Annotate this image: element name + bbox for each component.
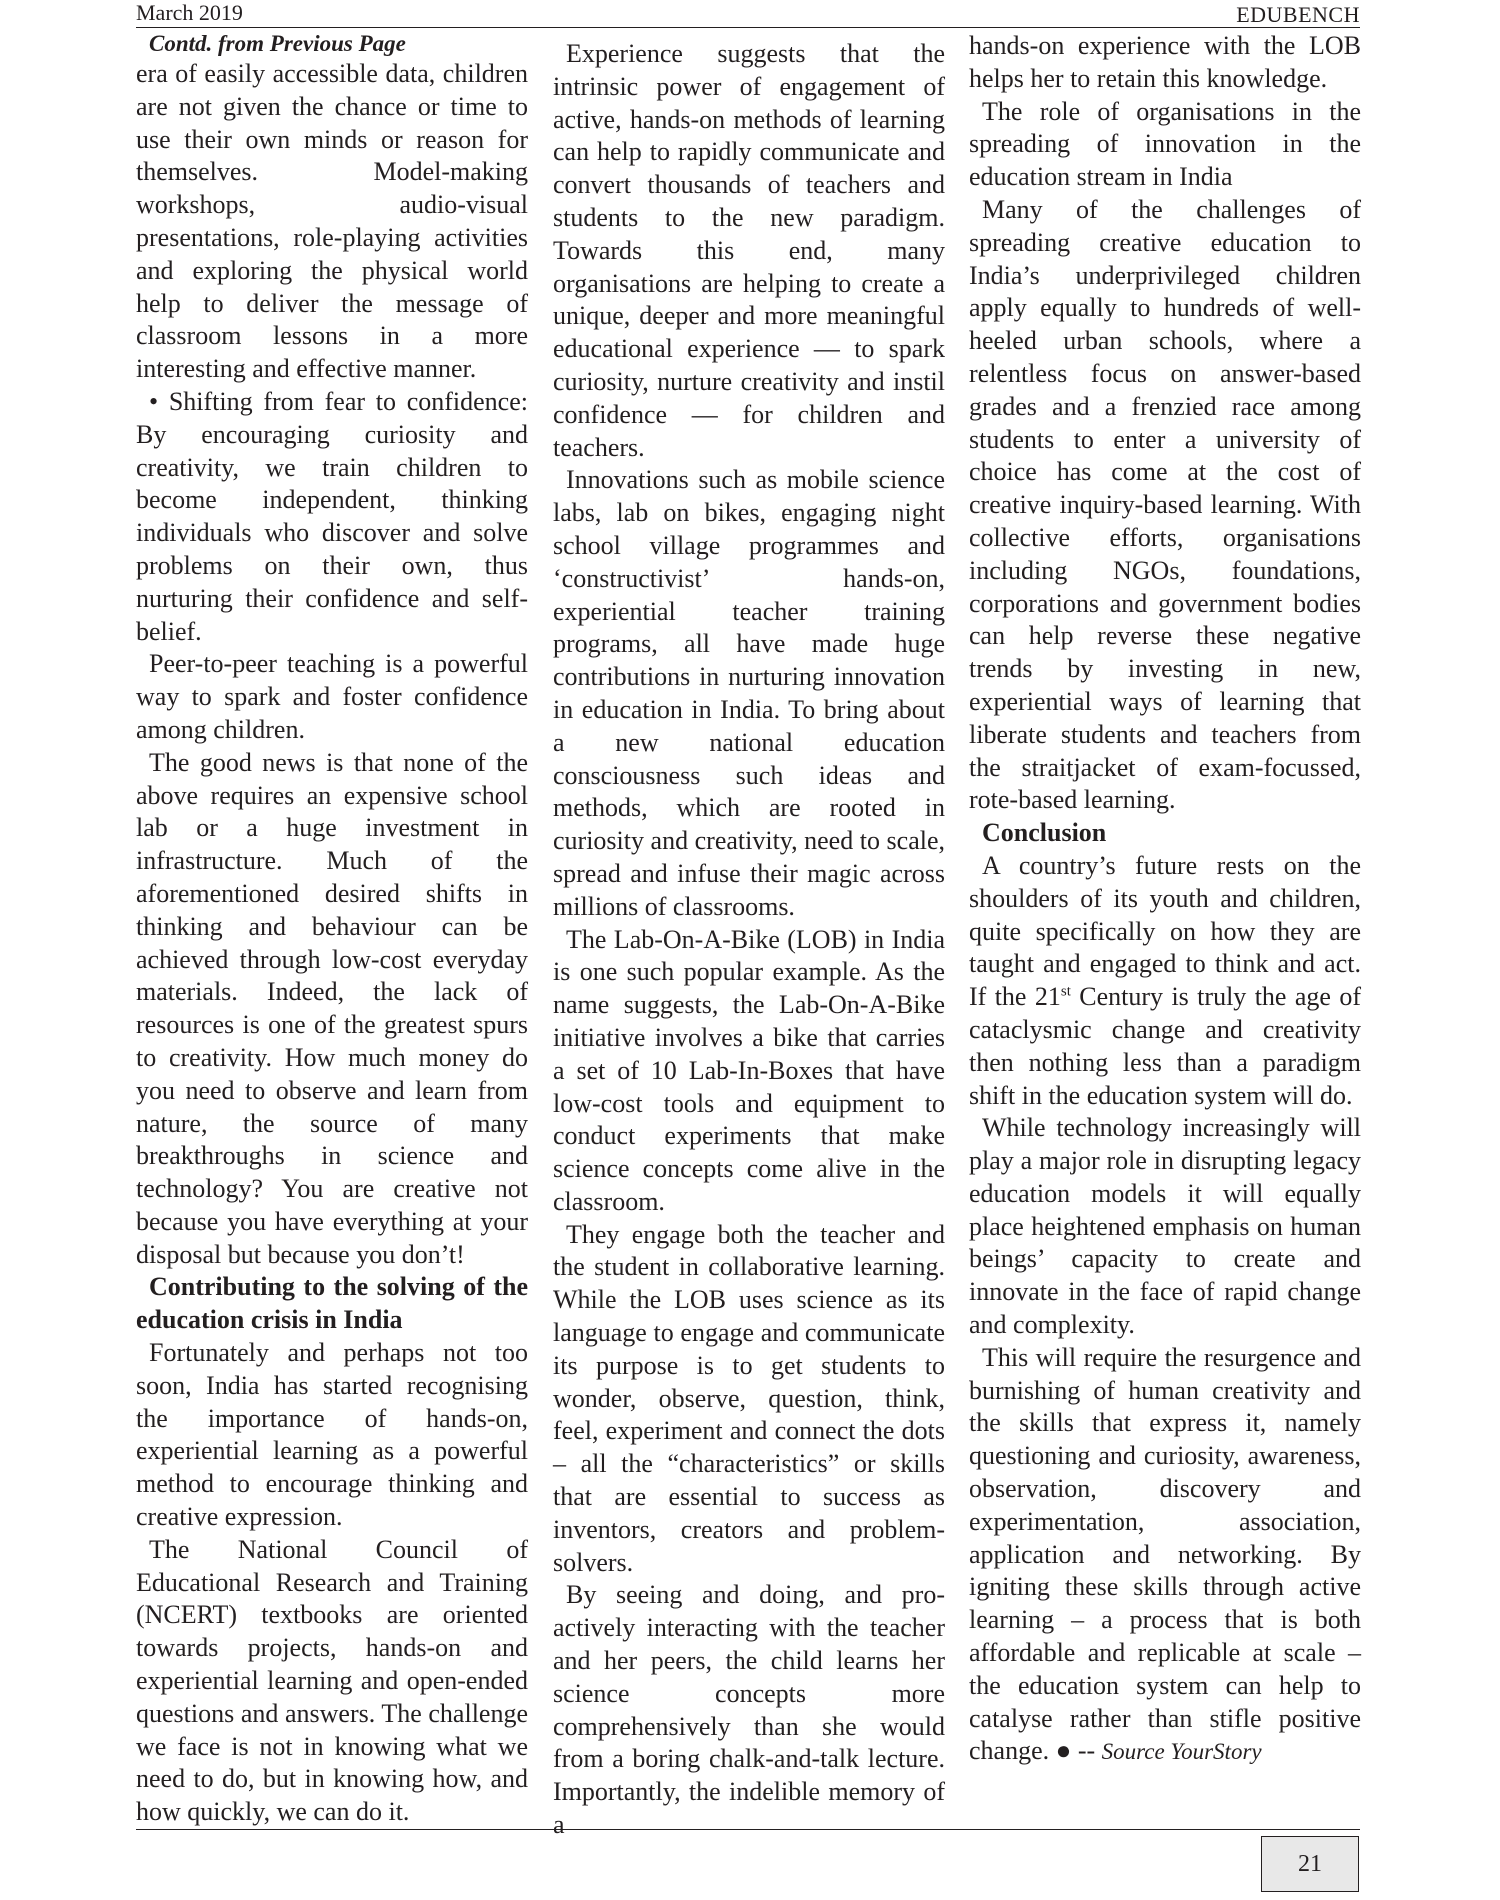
- text-run: A country’s future rests on the shoulders of its youth and children, quite specifically on how they are taught and engaged to think and act. If the 21: [969, 850, 1361, 1012]
- paragraph: era of easily accessible data, children are not given the chance or time to use their own minds or reason for themselves. Model-making workshops, audio-visual presentations, role-playing activities and exploring the physical world help to deliver the message of classroom lessons in a more interesting and effective manner.: [136, 59, 528, 384]
- column-2: [553, 38, 945, 1842]
- paragraph: The National Council of Educational Research and Training (NCERT) textbooks are oriented towards projects, hands-on and experiential learning and open-ended questions and answers. The challenge we face is not in knowing what we need to do, but in knowing how, and how quickly, we can do it.: [136, 1534, 528, 1827]
- page-number: [1261, 1836, 1359, 1892]
- page-number-text: 21: [1298, 1850, 1322, 1877]
- paragraph: The Lab-On-A-Bike (LOB) in India is one such popular example. As the name suggests, the Lab-On-A-Bike initiative involves a bike that carries a set of 10 Lab-In-Boxes that have low-cost tools and equipment to conduct experiments that make science concepts come alive in the classroom.: [553, 924, 945, 1216]
- section-heading: Conclusion: [982, 818, 1107, 848]
- publication-name: EDUBENCH: [1236, 2, 1360, 27]
- column-3: [969, 30, 1361, 1769]
- column-1: [136, 30, 528, 1829]
- paragraph: The good news is that none of the above requires an expensive school lab or a huge investment in infrastructure. Much of the aforementioned desired shifts in thinking and behaviour can be achieved through low-cost everyday materials. Indeed, the lack of resources is one of the greatest spurs to creativity. How much money do you need to observe and learn from nature, the source of many breakthroughs in science and technology? You are creative not because you have everything at your disposal but because you don’t!: [136, 747, 528, 1269]
- paragraph: hands-on experience with the LOB helps her to retain this knowledge.: [969, 31, 1361, 93]
- text-run: This will require the resurgence and burnishing of human creativity and the skills that express it, namely questioning and curiosity, awareness, observation, discovery and experimentation, association, application and networking. By igniting these skills through active learning – a process that is both affordable and replicable at scale – the education system can help to catalyse rather than stifle positive change.: [969, 1342, 1361, 1766]
- source-credit: Source YourStory: [1101, 1739, 1262, 1765]
- paragraph: By seeing and doing, and pro-actively interacting with the teacher and her peers, the child learns her science concepts more comprehensively than she would from a boring chalk-and-talk lecture. Importantly, the indelible memory of a: [553, 1580, 945, 1840]
- paragraph: They engage both the teacher and the student in collaborative learning. While the LOB uses science as its language to engage and communicate its purpose is to get students to wonder, observe, question, think, feel, experiment and connect the dots – all the “characteristics” or skills that are essential to success as inventors, creators and problem-solvers.: [553, 1219, 945, 1577]
- superscript: st: [1060, 983, 1071, 1000]
- paragraph: Fortunately and perhaps not too soon, India has started recognising the importance of hands-on, experiential learning as a powerful method to encourage thinking and creative expression.: [136, 1338, 528, 1532]
- footer-rule: [136, 1829, 1360, 1830]
- paragraph: • Shifting from fear to confidence: By encouraging curiosity and creativity, we train children to become independent, thinking individuals who discover and solve problems on their own, thus nurturing their confidence and self-belief.: [136, 386, 528, 646]
- paragraph: While technology increasingly will play a major role in disrupting legacy education models it will equally place heightened emphasis on human beings’ capacity to create and innovate in the face of rapid change and complexity.: [969, 1113, 1361, 1340]
- issue-date: March 2019: [136, 0, 243, 25]
- paragraph: [969, 1342, 1361, 1769]
- section-heading: Contributing to the solving of the education crisis in India: [136, 1272, 528, 1335]
- header-rule: [136, 27, 1360, 28]
- paragraph: Many of the challenges of spreading creative education to India’s underprivileged children apply equally to hundreds of well-heeled urban schools, where a relentless focus on answer-based grades and a frenzied race among students to enter a university of choice has come at the cost of creative inquiry-based learning. With collective efforts, organisations including NGOs, foundations, corporations and government bodies can help reverse these negative trends by investing in new, experiential ways of learning that liberate students and teachers from the straitjacket of exam-focussed, rote-based learning.: [969, 194, 1361, 815]
- end-mark: ● --: [1049, 1736, 1102, 1766]
- text-run: Century is truly the age of cataclysmic change and creativity then nothing less than a paradigm shift in the education system will do.: [969, 982, 1361, 1110]
- paragraph: Peer-to-peer teaching is a powerful way to spark and foster confidence among children.: [136, 649, 528, 744]
- paragraph: [969, 850, 1361, 1112]
- paragraph: Experience suggests that the intrinsic power of engagement of active, hands-on methods of learning can help to rapidly communicate and convert thousands of teachers and students to the new paradigm. Towards this end, many organisations are helping to create a unique, deeper and more meaningful educational experience — to spark curiosity, nurture creativity and instil confidence — for children and teachers.: [553, 39, 945, 462]
- paragraph: The role of organisations in the spreading of innovation in the education stream in India: [969, 96, 1361, 192]
- paragraph: Innovations such as mobile science labs, lab on bikes, engaging night school village programmes and ‘constructivist’ hands-on, experiential teacher training programs, all have made huge contributions in nurturing innovation in education in India. To bring about a new national education consciousness such ideas and methods, which are rooted in curiosity and creativity, need to scale, spread and infuse their magic across millions of classrooms.: [553, 465, 945, 921]
- continued-note: Contd. from Previous Page: [149, 31, 406, 56]
